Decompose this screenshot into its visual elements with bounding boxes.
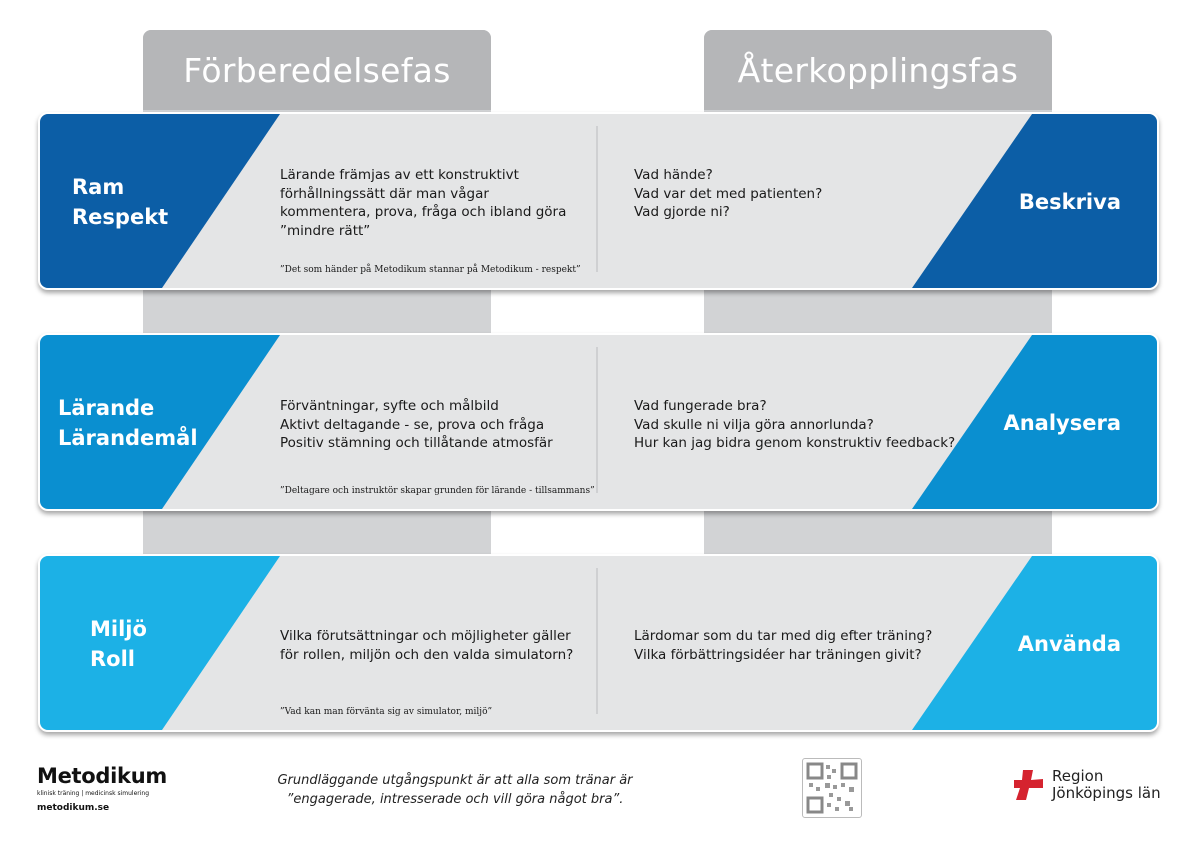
region-logo (1012, 768, 1161, 802)
row-quote: ”Det som händer på Metodikum stannar på Metodikum - respekt” (280, 265, 581, 275)
preparation-text: Vilka förutsättningar och möjligheter gäller för rollen, miljön och den valda simulatorn? (280, 628, 574, 663)
row-divider (596, 126, 598, 272)
metodikum-logo (37, 764, 167, 813)
row-divider (596, 568, 598, 714)
row-frame-environment (38, 554, 1159, 732)
feedback-phase-header: Återkopplingsfas (704, 30, 1052, 110)
row-label: Miljö Roll (90, 617, 147, 671)
feedback-questions: Lärdomar som du tar med dig efter träning? Vilka förbättringsidéer har träningen givit? (634, 628, 933, 663)
preparation-phase-header: Förberedelsefas (143, 30, 491, 110)
row-frame-learning (38, 333, 1159, 511)
brand-subtitle: klinisk träning | medicinsk simulering (37, 790, 150, 797)
feedback-questions: Vad fungerade bra? Vad skulle ni vilja göra annorlunda? Hur kan jag bidra genom konstruktiv feedback? (634, 398, 956, 451)
region-county: Jönköpings län (1052, 784, 1161, 802)
row-shapes (40, 556, 1157, 730)
row-label: Ram Respekt (72, 175, 169, 229)
row-quote: ”Vad kan man förvänta sig av simulator, miljö” (280, 707, 493, 717)
step-describe: Beskriva (1018, 190, 1121, 214)
brand-name: Metodikum (37, 764, 167, 788)
row-quote: ”Deltagare och instruktör skapar grunden för lärande - tillsammans” (280, 486, 595, 496)
row-divider (596, 347, 598, 493)
feedback-questions: Vad hände? Vad var det med patienten? Vad gjorde ni? (634, 167, 823, 220)
step-analyse: Analysera (1003, 411, 1121, 435)
brand-url: metodikum.se (37, 803, 110, 813)
step-apply: Använda (1017, 632, 1121, 656)
row-frame-respect (38, 112, 1159, 290)
row-shapes (40, 335, 1157, 509)
region-name: Region (1052, 767, 1104, 785)
region-cross-icon (1012, 768, 1046, 802)
row-label: Lärande Lärandemål (58, 396, 198, 450)
preparation-text: Förväntningar, syfte och målbild Aktivt deltagande - se, prova och fråga Positiv stämning och tillåtande atmosfär (280, 398, 553, 451)
preparation-text: Lärande främjas av ett konstruktivt förhållningssätt där man vågar kommentera, prova, fråga och ibland göra ”mindre rätt” (280, 167, 567, 239)
qr-code-icon (802, 758, 862, 818)
row-shapes (40, 114, 1157, 288)
tagline: Grundläggande utgångspunkt är att alla som tränar är ”engagerade, intresserade och vill göra något bra”. (277, 773, 633, 807)
